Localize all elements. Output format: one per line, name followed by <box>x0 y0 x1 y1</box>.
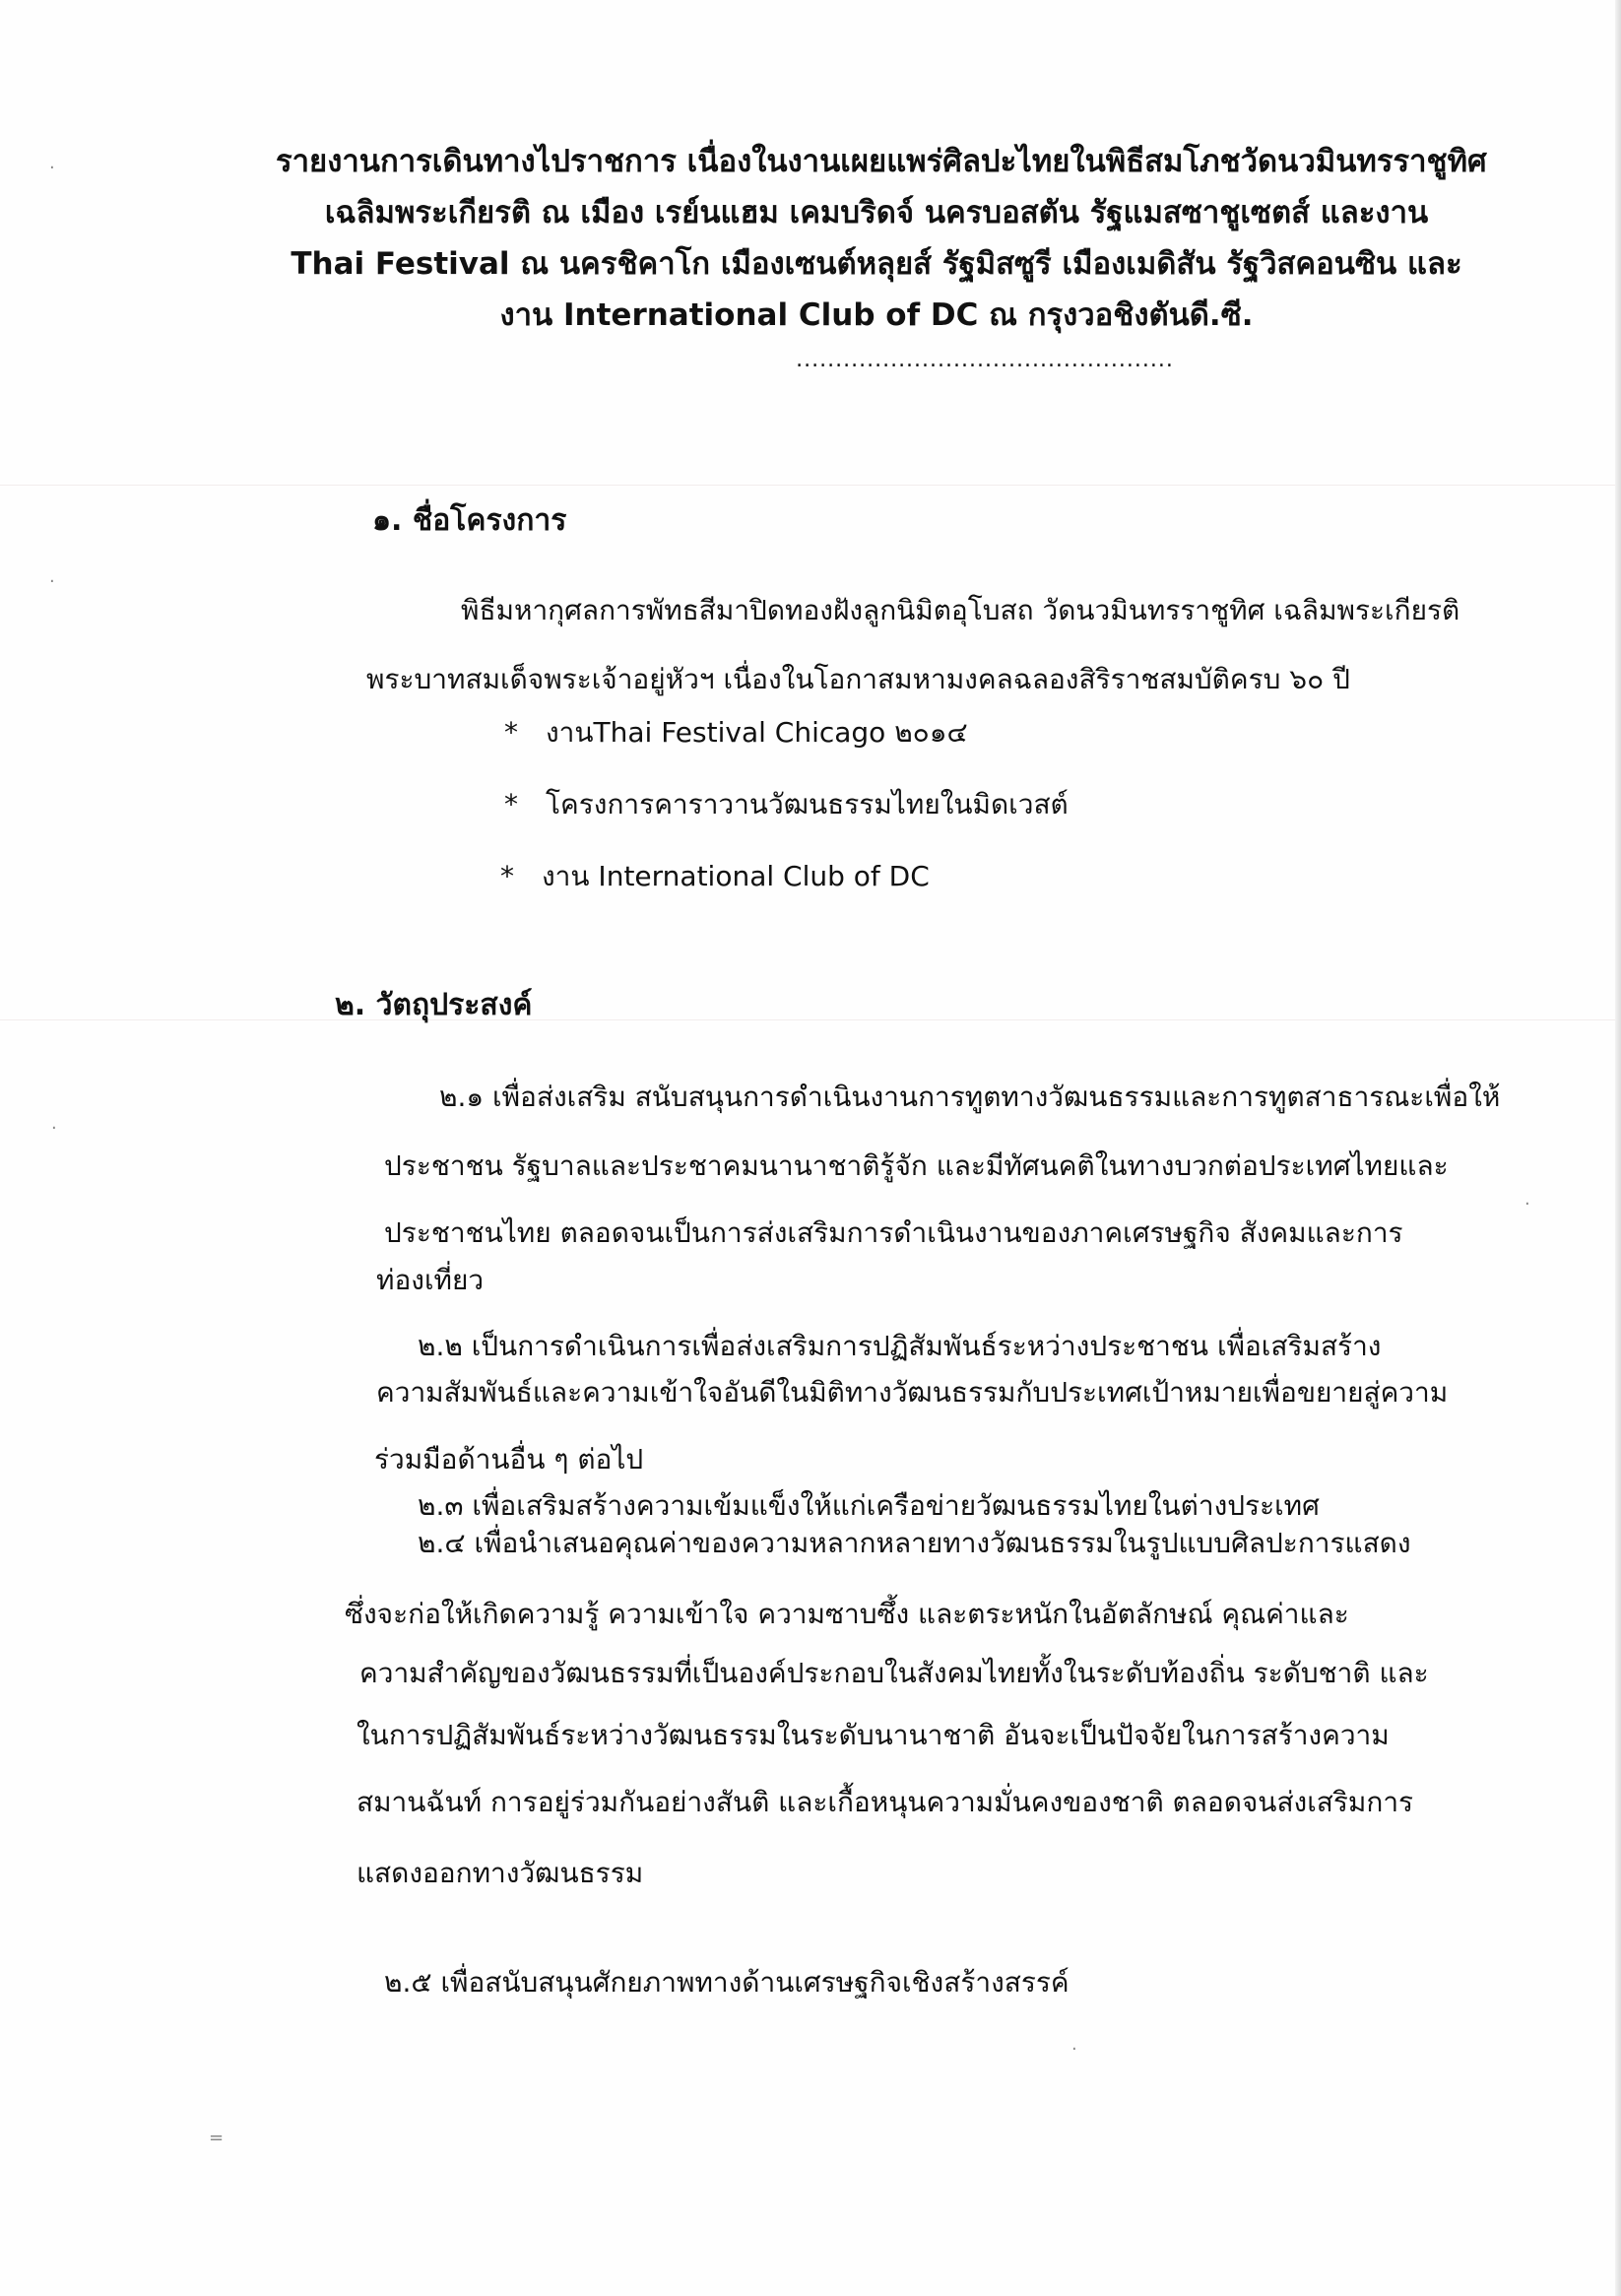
objective-2-2-line: ความสัมพันธ์และความเข้าใจอันดีในมิติทางวัฒนธรรมกับประเทศเป้าหมายเพื่อขยายสู่ความ <box>376 1376 1449 1409</box>
objective-2-1-line: ประชาชนไทย ตลอดจนเป็นการส่งเสริมการดำเนินงานของภาคเศรษฐกิจ สังคมและการ <box>384 1216 1403 1249</box>
objective-2-1-line: ประชาชน รัฐบาลและประชาคมนานาชาติรู้จัก และมีทัศนคติในทางบวกต่อประเทศไทยและ <box>384 1149 1449 1182</box>
objective-2-1-line: ๒.๑ เพื่อส่งเสริม สนับสนุนการดำเนินงานการทูตทางวัฒนธรรมและการทูตสาธารณะเพื่อให้ <box>439 1081 1501 1113</box>
section-1-heading: ๑. ชื่อโครงการ <box>372 503 567 538</box>
bullet-text: งาน International Club of DC <box>542 860 930 892</box>
scan-fold-line <box>0 485 1621 486</box>
bullet-item <box>504 711 968 754</box>
bullet-item <box>504 783 1069 826</box>
scan-speck: · <box>49 571 55 592</box>
objective-2-2-line: ๒.๒ เป็นการดำเนินการเพื่อส่งเสริมการปฏิสัมพันธ์ระหว่างประชาชน เพื่อเสริมสร้าง <box>418 1330 1382 1362</box>
objective-2-4-line: แสดงออกทางวัฒนธรรม <box>357 1857 644 1889</box>
title-line: งาน International Club of DC ณ กรุงวอชิงตันดี.ซี. <box>499 297 1254 333</box>
objective-2-4-line: สมานฉันท์ การอยู่ร่วมกันอย่างสันติ และเกื้อหนุนความมั่นคงของชาติ ตลอดจนส่งเสริมการ <box>357 1786 1414 1818</box>
bullet-text: โครงการคาราวานวัฒนธรรมไทยในมิดเวสต์ <box>546 788 1069 820</box>
bullet-marker: * <box>504 788 518 820</box>
objective-2-5: ๒.๕ เพื่อสนับสนุนศักยภาพทางด้านเศรษฐกิจเชิงสร้างสรรค์ <box>384 1966 1070 1999</box>
scan-speck: · <box>51 1118 57 1139</box>
objective-2-4-line: ในการปฏิสัมพันธ์ระหว่างวัฒนธรรมในระดับนานาชาติ อันจะเป็นปัจจัยในการสร้างความ <box>357 1719 1390 1751</box>
scan-speck: · <box>1071 2039 1077 2060</box>
scan-speck: · <box>1524 1194 1530 1214</box>
section-1-paragraph-line: พิธีมหากุศลการพัทธสีมาปิดทองฝังลูกนิมิตอุโบสถ วัดนวมินทรราชูทิศ เฉลิมพระเกียรติ <box>461 594 1460 626</box>
objective-2-4-line: ความสำคัญของวัฒนธรรมที่เป็นองค์ประกอบในสังคมไทยทั้งในระดับท้องถิ่น ระดับชาติ และ <box>359 1657 1429 1689</box>
scan-speck: = <box>209 2128 225 2148</box>
title-line: เฉลิมพระเกียรติ ณ เมือง เรย์นแฮม เคมบริดจ์ นครบอสตัน รัฐแมสซาชูเซตส์ และงาน <box>324 195 1429 230</box>
title-line: Thai Festival ณ นครชิคาโก เมืองเซนต์หลุยส์ รัฐมิสซูรี เมืองเมดิสัน รัฐวิสคอนซิน และ <box>291 246 1462 282</box>
objective-2-1-line: ท่องเที่ยว <box>376 1264 485 1296</box>
objective-2-4-line: ๒.๔ เพื่อนำเสนอคุณค่าของความหลากหลายทางวัฒนธรรมในรูปแบบศิลปะการแสดง <box>418 1527 1411 1559</box>
section-1-paragraph-line: พระบาทสมเด็จพระเจ้าอยู่หัวฯ เนื่องในโอกาสมหามงคลฉลองสิริราชสมบัติครบ ๖๐ ปี <box>366 663 1350 695</box>
objective-2-4-line: ซึ่งจะก่อให้เกิดความรู้ ความเข้าใจ ความซาบซึ้ง และตระหนักในอัตลักษณ์ คุณค่าและ <box>345 1598 1349 1630</box>
title-separator: ................................................ <box>796 348 1174 372</box>
scan-speck: · <box>49 158 55 178</box>
bullet-marker: * <box>500 860 514 892</box>
objective-2-3: ๒.๓ เพื่อเสริมสร้างความเข้มแข็งให้แก่เครือข่ายวัฒนธรรมไทยในต่างประเทศ <box>418 1489 1320 1522</box>
bullet-marker: * <box>504 716 518 749</box>
scan-fold-line <box>0 1019 1621 1020</box>
objective-2-2-line: ร่วมมือด้านอื่น ๆ ต่อไป <box>374 1443 644 1476</box>
title-line: รายงานการเดินทางไปราชการ เนื่องในงานเผยแพร่ศิลปะไทยในพิธีสมโภชวัดนวมินทรราชูทิศ <box>276 144 1487 179</box>
section-2-heading: ๒. วัตถุประสงค์ <box>335 988 533 1022</box>
scan-page-edge <box>1615 0 1621 2296</box>
bullet-text: งานThai Festival Chicago ๒๐๑๔ <box>546 716 968 749</box>
report-title <box>276 136 1487 380</box>
bullet-item <box>500 855 930 898</box>
